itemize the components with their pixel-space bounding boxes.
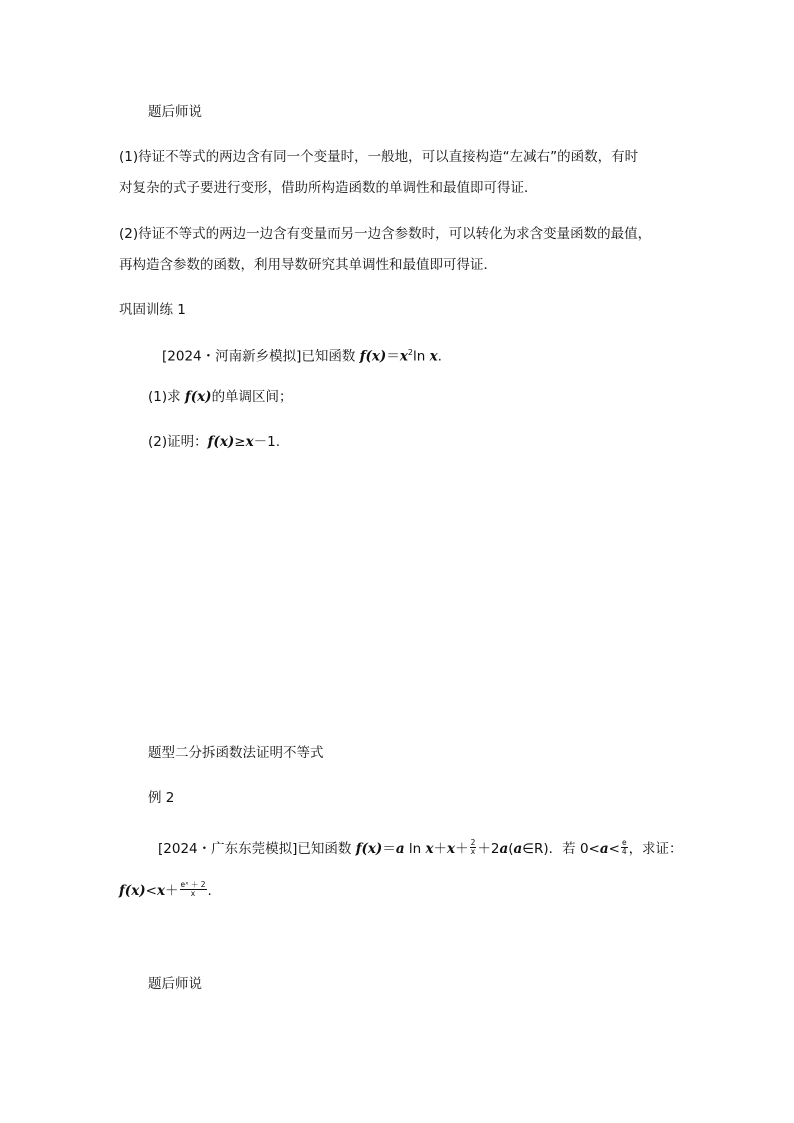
math-paren: ( — [508, 841, 514, 857]
math-rest: －1. — [253, 434, 281, 450]
fraction-numerator: e — [621, 837, 627, 847]
math-x: x — [399, 348, 408, 365]
math-plus: ＋ — [165, 883, 179, 899]
math-fx: f(x) — [355, 841, 383, 857]
practice-source: [2024・河南新乡模拟]已知函数 — [162, 348, 356, 365]
math-fx: f(x) — [119, 883, 146, 899]
math-fx: f(x) — [207, 434, 235, 450]
practice-question-2 — [148, 432, 280, 452]
q1-suffix: 的单调区间； — [211, 389, 293, 405]
fraction-denominator: x — [470, 846, 476, 856]
example-2-statement — [158, 839, 683, 859]
math-x: x — [429, 348, 438, 365]
fraction-denominator: 4 — [621, 846, 627, 856]
math-a: a — [395, 841, 405, 857]
math-geq: ≥ — [234, 434, 246, 450]
teacher-notes-heading: 题后师说 — [148, 104, 202, 120]
math-plus-2: ＋2 — [477, 841, 500, 857]
math-fx: f(x) — [184, 389, 212, 405]
practice-heading: 巩固训练 1 — [119, 302, 186, 318]
practice-problem-statement — [162, 343, 442, 367]
teacher-notes-heading-2: 题后师说 — [148, 976, 202, 992]
fraction-numerator: eˣ ＋ 2 — [180, 879, 206, 889]
math-x: x — [425, 841, 434, 857]
math-fx: f(x) — [359, 348, 387, 365]
math-condition: ∈R)．若 0< — [522, 841, 600, 857]
fraction-denominator: x — [190, 888, 196, 898]
note-1-line-1: (1)待证不等式的两边含有同一个变量时，一般地，可以直接构造“左减右”的函数，有时 — [119, 149, 639, 165]
prove-text: ，求证： — [628, 841, 683, 857]
math-a: a — [499, 841, 509, 857]
math-x: x — [447, 841, 456, 857]
fraction-e-over-4 — [621, 839, 628, 856]
math-a: a — [599, 841, 609, 857]
math-period: . — [207, 883, 212, 899]
math-ln: ln — [408, 841, 422, 857]
practice-question-1 — [148, 387, 293, 407]
note-1-line-2: 对复杂的式子要进行变形，借助所构造函数的单调性和最值即可得证． — [119, 180, 538, 196]
math-plus: ＋ — [433, 841, 448, 857]
fraction-2-over-x — [470, 839, 477, 856]
note-2-line-1: (2)待证不等式的两边一边含有变量而另一边含参数时，可以转化为求含变量函数的最值， — [119, 226, 652, 242]
example-2-conclusion — [119, 881, 212, 901]
math-lt: < — [145, 883, 157, 899]
math-x: x — [245, 434, 254, 450]
math-plus: ＋ — [455, 841, 469, 857]
math-exponent: 2 — [407, 348, 413, 357]
fraction-ex-plus-2-over-x — [180, 881, 207, 898]
math-x: x — [156, 883, 166, 899]
math-period: . — [437, 348, 442, 365]
math-eq: ＝ — [386, 348, 400, 365]
q2-prefix: (2)证明： — [148, 434, 208, 450]
math-a: a — [513, 841, 523, 857]
type-2-heading: 题型二分拆函数法证明不等式 — [148, 745, 324, 761]
fraction-numerator: 2 — [470, 837, 476, 847]
math-ln: ln — [412, 348, 426, 365]
math-eq: ＝ — [382, 841, 396, 857]
example-source: [2024・广东东莞模拟]已知函数 — [158, 841, 352, 857]
q1-prefix: (1)求 — [148, 389, 181, 405]
math-lt: < — [608, 841, 620, 857]
example-2-label: 例 2 — [148, 790, 175, 806]
note-2-line-2: 再构造含参数的函数，利用导数研究其单调性和最值即可得证． — [119, 257, 497, 273]
